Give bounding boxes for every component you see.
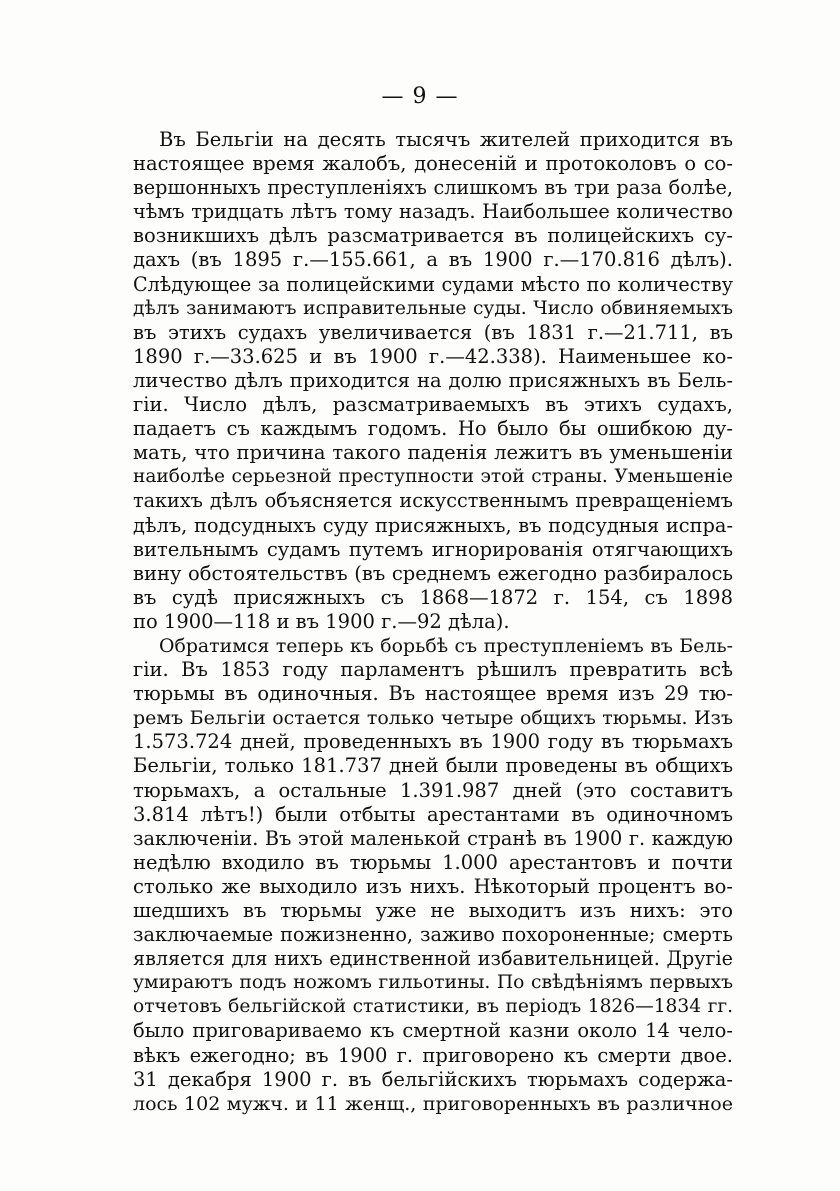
text-line: вину обстоятельствъ (въ среднемъ ежегодно разбиралось xyxy=(133,561,733,585)
text-line: тюрьмы въ одиночныя. Въ настоящее время изъ 29 тю- xyxy=(133,682,733,706)
text-line: настоящее время жалобъ, донесенiй и протоколовъ о со- xyxy=(133,152,733,176)
text-line: дахъ (въ 1895 г.—155.661, а въ 1900 г.—170.816 дѣлъ). xyxy=(133,248,733,272)
text-line: 3.814 лѣтъ!) были отбыты арестантами въ одиночномъ xyxy=(133,802,733,826)
text-line: Обратимся теперь къ борьбѣ съ преступленiемъ въ Бель- xyxy=(159,634,733,657)
text-line: по 1900—118 и въ 1900 г.—92 дѣла). xyxy=(133,609,510,633)
text-line: гiи. Въ 1853 году парламентъ рѣшилъ превратить всѣ xyxy=(133,658,733,682)
text-line: недѣлю входило въ тюрьмы 1.000 арестантовъ и почти xyxy=(133,850,733,874)
text-line: возникшихъ дѣлъ разсматривается въ полицейскихъ су- xyxy=(133,224,733,248)
text-line: 31 декабря 1900 г. въ бельгiйскихъ тюрьмахъ содержа- xyxy=(133,1067,733,1091)
text-line: падаетъ съ каждымъ годомъ. Но было бы ошибкою ду- xyxy=(133,417,733,441)
text-line: вершонныхъ преступленiяхъ слишкомъ въ три раза болѣе, xyxy=(133,176,733,200)
text-line: дѣлъ занимаютъ исправительные суды. Число обвиняемыхъ xyxy=(133,297,733,319)
text-line: лось 102 мужч. и 11 женщ., приговоренныхъ въ различное xyxy=(133,1092,733,1115)
text-line: дѣлъ, подсудныхъ суду присяжныхъ, въ подсудныя испра- xyxy=(133,513,733,537)
text-line: заключенiи. Въ этой маленькой странѣ въ 1900 г. каждую xyxy=(133,826,733,850)
paragraph-1 xyxy=(133,128,733,634)
text-line: было приговариваемо къ смертной казни около 14 чело- xyxy=(133,1019,733,1043)
text-line: отчетовъ бельгiйской статистики, въ перiодъ 1826—1834 гг. xyxy=(133,996,733,1018)
text-line: гiи. Число дѣлъ, разсматриваемыхъ въ этихъ судахъ, xyxy=(133,393,733,417)
text-line: ремъ Бельгiи остается только четыре общихъ тюрьмы. Изъ xyxy=(133,707,733,730)
text-line: вѣкъ ежегодно; въ 1900 г. приговорено къ смерти двое. xyxy=(133,1043,733,1067)
paragraph-2 xyxy=(133,634,733,1116)
text-line: наиболѣе серьезной преступности этой страны. Уменьшенiе xyxy=(133,466,733,488)
text-line: заключаемые пожизненно, заживо похороненные; смерть xyxy=(133,923,733,947)
text-line: Въ Бельгiи на десять тысячъ жителей приходится въ xyxy=(159,128,733,151)
text-line: Бельгiи, только 181.737 дней были проведены въ общихъ xyxy=(133,754,733,778)
text-line: мать, что причина такого паденiя лежитъ въ уменьшенiи xyxy=(133,441,733,465)
body-text xyxy=(133,128,733,1116)
text-line: чѣмъ тридцать лѣтъ тому назадъ. Наибольшее количество xyxy=(133,200,733,224)
text-line: столько же выходило изъ нихъ. Нѣкоторый процентъ во- xyxy=(133,874,733,898)
text-line: 1.573.724 дней, проведенныхъ въ 1900 году въ тюрьмахъ xyxy=(133,730,733,754)
text-line: умираютъ подъ ножомъ гильотины. По свѣдѣнiямъ первыхъ xyxy=(133,972,733,994)
text-line: Слѣдующее за полицейскими судами мѣсто по количеству xyxy=(133,272,733,296)
text-line: такихъ дѣлъ объясняется искусственнымъ превращенiемъ xyxy=(133,489,733,513)
text-line: въ этихъ судахъ увеличивается (въ 1831 г.—21.711, въ xyxy=(133,320,733,344)
text-line: личество дѣлъ приходится на долю присяжныхъ въ Бель- xyxy=(133,368,733,392)
text-line: тюрьмахъ, а остальные 1.391.987 дней (это составитъ xyxy=(133,778,733,802)
text-line: въ судѣ присяжныхъ съ 1868—1872 г. 154, съ 1898 xyxy=(133,585,733,609)
page-number: — 9 — xyxy=(381,84,459,109)
text-line: шедшихъ въ тюрьмы уже не выходитъ изъ нихъ: это xyxy=(133,899,733,922)
text-line: является для нихъ единственной избавительницей. Другiе xyxy=(133,947,733,971)
text-line: 1890 г.—33.625 и въ 1900 г.—42.338). Наименьшее ко- xyxy=(133,344,733,368)
text-line: вительнымъ судамъ путемъ игнорированiя отягчающихъ xyxy=(133,537,733,561)
